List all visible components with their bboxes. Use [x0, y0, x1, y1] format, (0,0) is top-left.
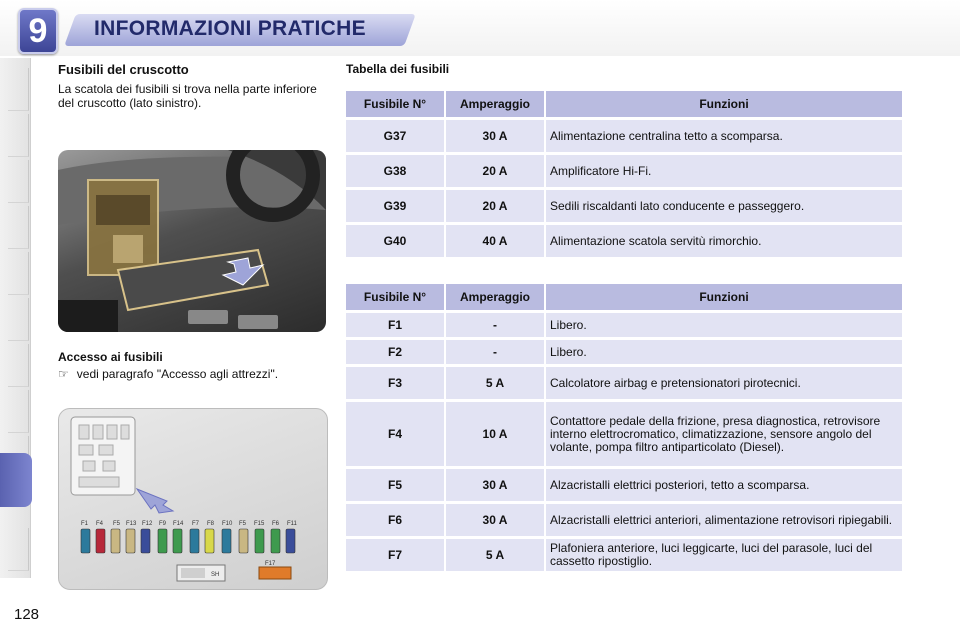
chapter-tab[interactable]: [8, 344, 29, 387]
header-fuse-number: Fusibile N°: [346, 284, 444, 310]
amperage-cell: 10 A: [446, 402, 544, 466]
section-text: La scatola dei fusibili si trova nella parte inferiore del cruscotto (lato sinistro).: [58, 82, 317, 110]
fuse-box-diagram: [58, 408, 328, 590]
chapter-tab[interactable]: [8, 298, 29, 341]
chapter-tab[interactable]: [8, 160, 29, 203]
fuse-number-cell: F2: [346, 340, 444, 364]
table-row: [346, 367, 902, 399]
fuse-box-drawing: [59, 409, 327, 589]
amperage-cell: 30 A: [446, 120, 544, 152]
header-amperage: Amperaggio: [446, 284, 544, 310]
fuse-block: [286, 529, 295, 553]
table-row: [346, 155, 902, 187]
dashboard-drawing: [58, 150, 326, 332]
fuse-block: [96, 529, 105, 553]
amperage-cell: 5 A: [446, 367, 544, 399]
table-header-row: [346, 91, 902, 117]
header-amperage: Amperaggio: [446, 91, 544, 117]
fuse-block: [239, 529, 248, 553]
fuse-label: F5: [113, 521, 121, 527]
function-cell: Calcolatore airbag e pretensionatori pirotecnici.: [546, 367, 902, 399]
fuse-number-cell: G37: [346, 120, 444, 152]
chapter-tab[interactable]: [8, 252, 29, 295]
table-row: [346, 504, 902, 536]
access-title: Accesso ai fusibili: [58, 350, 163, 364]
fuse-number-cell: F5: [346, 469, 444, 501]
access-note: [58, 367, 278, 381]
fuse-block: [81, 529, 90, 553]
page-title: INFORMAZIONI PRATICHE: [94, 17, 366, 40]
fuse-block: [126, 529, 135, 553]
amperage-cell: 5 A: [446, 539, 544, 571]
fuse-shunt-label: SH: [211, 572, 220, 578]
table-row: [346, 313, 902, 337]
fuse-label: F13: [126, 521, 137, 527]
chapter-tab[interactable]: [8, 114, 29, 157]
chapter-tab-active[interactable]: [0, 453, 32, 507]
amperage-cell: 30 A: [446, 504, 544, 536]
function-cell: Plafoniera anteriore, luci leggicarte, luci del parasole, luci del cassetto ripostiglio.: [546, 539, 902, 571]
fuse-block: [255, 529, 264, 553]
fuse-label: F11: [287, 521, 297, 527]
fuse-label: F7: [192, 521, 200, 527]
fuse-number-cell: G39: [346, 190, 444, 222]
fuse-label: F14: [173, 521, 184, 527]
table-row: [346, 190, 902, 222]
table-section-title: Tabella dei fusibili: [346, 62, 450, 76]
page-header: [0, 0, 960, 56]
table-row: [346, 340, 902, 364]
fuse-label: F1: [81, 521, 89, 527]
fuse-label: F4: [96, 521, 104, 527]
table-row: [346, 469, 902, 501]
page-number: 128: [14, 606, 40, 623]
fuse-label: F6: [272, 521, 280, 527]
hand-pointer-icon: ☞: [58, 367, 69, 381]
amperage-cell: 30 A: [446, 469, 544, 501]
function-cell: Alzacristalli elettrici anteriori, alimentazione retrovisori ripiegabili.: [546, 504, 902, 536]
fuse-f17-label: F17: [265, 561, 276, 567]
fuse-row: [81, 529, 295, 553]
function-cell: Sedili riscaldanti lato conducente e passeggero.: [546, 190, 902, 222]
function-cell: Libero.: [546, 340, 902, 364]
chapter-tab[interactable]: [8, 390, 29, 433]
amperage-cell: -: [446, 313, 544, 337]
fuse-block: [205, 529, 214, 553]
fuse-table-f: [344, 281, 904, 574]
fuse-label: F10: [222, 521, 233, 527]
function-cell: Libero.: [546, 313, 902, 337]
function-cell: Amplificatore Hi-Fi.: [546, 155, 902, 187]
fuse-label: F12: [142, 521, 153, 527]
fuse-block: [190, 529, 199, 553]
fuse-label: F9: [159, 521, 167, 527]
fuse-block: [271, 529, 280, 553]
fuse-block: [141, 529, 150, 553]
fuse-label: F15: [254, 521, 265, 527]
fuse-number-cell: G38: [346, 155, 444, 187]
chapter-tab[interactable]: [8, 528, 29, 571]
section-title: Fusibili del cruscotto: [58, 62, 189, 77]
header-functions: Funzioni: [546, 284, 902, 310]
fuse-table-g: [344, 88, 904, 260]
fuse-number-cell: F1: [346, 313, 444, 337]
dashboard-fusebox-illustration: [58, 150, 326, 332]
fuse-number-cell: F3: [346, 367, 444, 399]
fuse-block: [158, 529, 167, 553]
table-header-row: [346, 284, 902, 310]
chapter-tab[interactable]: [8, 206, 29, 249]
amperage-cell: -: [446, 340, 544, 364]
table-row: [346, 402, 902, 466]
function-cell: Alzacristalli elettrici posteriori, tetto a scomparsa.: [546, 469, 902, 501]
table-row: [346, 120, 902, 152]
fuse-label: F8: [207, 521, 215, 527]
amperage-cell: 20 A: [446, 190, 544, 222]
fuse-label: F5: [239, 521, 247, 527]
table-row: [346, 225, 902, 257]
function-cell: Contattore pedale della frizione, presa diagnostica, retrovisore interno elettrocromatico, climatizzazione, sensore angolo del volante, pompa filtro antiparticolato (Diesel).: [546, 402, 902, 466]
header-functions: Funzioni: [546, 91, 902, 117]
fuse-block: [222, 529, 231, 553]
fuse-number-cell: F7: [346, 539, 444, 571]
fuse-number-cell: F6: [346, 504, 444, 536]
table-row: [346, 539, 902, 571]
header-fuse-number: Fusibile N°: [346, 91, 444, 117]
amperage-cell: 20 A: [446, 155, 544, 187]
chapter-number-badge: 9: [18, 8, 58, 54]
fuse-block: [173, 529, 182, 553]
access-note-text: vedi paragrafo "Accesso agli attrezzi".: [76, 367, 279, 381]
function-cell: Alimentazione scatola servitù rimorchio.: [546, 225, 902, 257]
fuse-number-cell: F4: [346, 402, 444, 466]
amperage-cell: 40 A: [446, 225, 544, 257]
function-cell: Alimentazione centralina tetto a scomparsa.: [546, 120, 902, 152]
fuse-block: [111, 529, 120, 553]
chapter-tab[interactable]: [8, 68, 29, 111]
fuse-number-cell: G40: [346, 225, 444, 257]
